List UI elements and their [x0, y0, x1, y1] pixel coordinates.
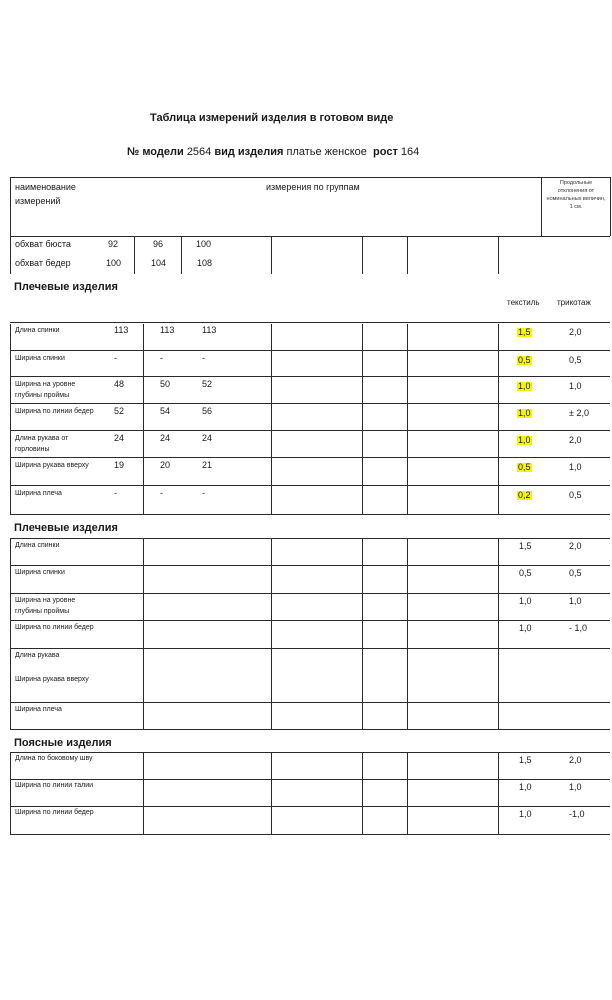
table-divider — [143, 752, 144, 834]
kind-label: вид изделия — [214, 146, 284, 158]
bust-label: обхват бюста — [15, 239, 71, 249]
textile-value: 1,0 — [518, 408, 531, 418]
textile-value: 1,0 — [519, 596, 532, 606]
row-value: 56 — [202, 406, 213, 416]
knit-value: - 1,0 — [569, 623, 588, 633]
row-label: Длина по боковому шву — [15, 755, 93, 762]
hips-label: обхват бедер — [15, 258, 71, 268]
row-value: 19 — [114, 460, 125, 470]
bust-value-2: 96 — [153, 239, 164, 249]
row-value: 48 — [114, 379, 125, 389]
header-groups-col: измерения по группам — [266, 182, 360, 192]
row-divider — [10, 430, 610, 431]
row-label: Ширина спинки — [15, 355, 65, 362]
textile-value: 1,5 — [518, 327, 531, 337]
row-value: 24 — [202, 433, 213, 443]
hips-value-1: 100 — [106, 258, 122, 268]
knit-value: 2,0 — [569, 327, 582, 337]
textile-value: 1,5 — [519, 541, 532, 551]
table-divider — [498, 752, 499, 834]
table-divider — [362, 752, 363, 834]
row-divider — [10, 752, 610, 753]
knit-value: -1,0 — [569, 809, 585, 819]
model-label: № модели — [127, 146, 184, 158]
row-divider — [10, 702, 610, 703]
textile-value: 0,5 — [519, 568, 532, 578]
row-value: 113 — [114, 325, 129, 335]
row-divider — [10, 514, 610, 515]
knit-value: 0,5 — [569, 568, 582, 578]
textile-value: 1,0 — [519, 623, 532, 633]
table-divider — [143, 538, 144, 729]
height-value: 164 — [400, 146, 420, 158]
knit-value: ± 2,0 — [569, 408, 589, 418]
row-label-2: Ширина рукава вверху — [15, 676, 89, 683]
table-divider — [362, 538, 363, 729]
textile-value: 1,0 — [519, 809, 532, 819]
section3-title: Поясные изделия — [14, 737, 112, 749]
row-value: 54 — [160, 406, 171, 416]
row-value: - — [114, 353, 117, 363]
row-label: Длина рукава от горловины — [15, 435, 69, 453]
page-title: Таблица измерений изделия в готовом виде — [150, 112, 394, 124]
row-value: - — [114, 488, 117, 498]
textile-value: 0,5 — [518, 355, 531, 365]
knit-value: 2,0 — [569, 541, 582, 551]
row-divider — [10, 648, 610, 649]
table-divider — [498, 538, 499, 729]
row-label: Ширина по линии бедер — [15, 624, 94, 631]
row-divider — [10, 565, 610, 566]
hips-value-2: 104 — [151, 258, 167, 268]
table-divider — [407, 752, 408, 834]
row-label: Ширина на уровне глубины проймы — [15, 381, 76, 399]
row-value: 24 — [114, 433, 125, 443]
table-divider — [10, 538, 11, 729]
row-divider — [10, 485, 610, 486]
row-value: 52 — [202, 379, 213, 389]
section2-title: Плечевые изделия — [14, 522, 118, 534]
knit-value: 2,0 — [569, 435, 582, 445]
section1-title: Плечевые изделия — [14, 281, 118, 293]
row-divider — [10, 779, 610, 780]
row-value: - — [202, 353, 205, 363]
row-value: 113 — [160, 325, 175, 335]
row-divider — [10, 729, 610, 730]
row-value: - — [202, 488, 205, 498]
row-divider — [10, 403, 610, 404]
row-label: Длина спинки — [15, 542, 60, 549]
row-divider — [10, 593, 610, 594]
knit-value: 1,0 — [569, 381, 582, 391]
row-label: Длина рукава — [15, 652, 60, 659]
bust-value-1: 92 — [108, 239, 119, 249]
textile-value: 0,2 — [518, 490, 531, 500]
row-label: Ширина по линии бедер — [15, 809, 94, 816]
table-divider — [271, 538, 272, 729]
knit-value: 2,0 — [569, 755, 582, 765]
row-label: Ширина плеча — [15, 706, 62, 713]
textile-value: 1,5 — [519, 755, 532, 765]
row-value: 24 — [160, 433, 171, 443]
row-label: Ширина по линии бедер — [15, 408, 94, 415]
row-value: 20 — [160, 460, 171, 470]
row-label: Длина спинки — [15, 327, 60, 334]
table-divider — [10, 752, 11, 834]
knit-value: 1,0 — [569, 462, 582, 472]
row-divider — [10, 376, 610, 377]
row-divider — [10, 834, 610, 835]
knit-value: 0,5 — [569, 355, 582, 365]
row-label: Ширина на уровне глубины проймы — [15, 597, 76, 615]
bust-value-3: 100 — [196, 239, 212, 249]
textile-value: 0,5 — [518, 462, 531, 472]
textile-value: 1,0 — [519, 782, 532, 792]
row-value: 50 — [160, 379, 171, 389]
header-deviation-col: Продольные отклонения от номинальных величин, 1 см. — [546, 180, 606, 210]
knit-value: 1,0 — [569, 596, 582, 606]
row-label: Ширина плеча — [15, 490, 62, 497]
height-label: рост — [373, 146, 398, 158]
col-knit-label: трикотаж — [557, 298, 591, 307]
header-name-col: наименование измерений — [15, 182, 76, 207]
textile-value: 1,0 — [518, 381, 531, 391]
knit-value: 0,5 — [569, 490, 582, 500]
row-label: Ширина рукава вверху — [15, 462, 89, 469]
row-divider — [10, 538, 610, 539]
row-label: Ширина по линии талии — [15, 782, 94, 789]
row-value: - — [160, 488, 163, 498]
row-divider — [10, 457, 610, 458]
model-line — [127, 147, 419, 158]
textile-value: 1,0 — [518, 435, 531, 445]
table-divider — [407, 538, 408, 729]
row-value: 21 — [202, 460, 213, 470]
table-divider — [271, 752, 272, 834]
row-value: 113 — [202, 325, 217, 335]
row-value: 52 — [114, 406, 125, 416]
hips-value-3: 108 — [197, 258, 213, 268]
col-textile-label: текстиль — [507, 298, 540, 307]
knit-value: 1,0 — [569, 782, 582, 792]
row-value: - — [160, 353, 163, 363]
model-value: 2564 — [186, 146, 212, 158]
kind-value: платье женское — [286, 146, 367, 158]
row-divider — [10, 350, 610, 351]
row-label: Ширина спинки — [15, 569, 65, 576]
row-divider — [10, 620, 610, 621]
row-divider — [10, 806, 610, 807]
